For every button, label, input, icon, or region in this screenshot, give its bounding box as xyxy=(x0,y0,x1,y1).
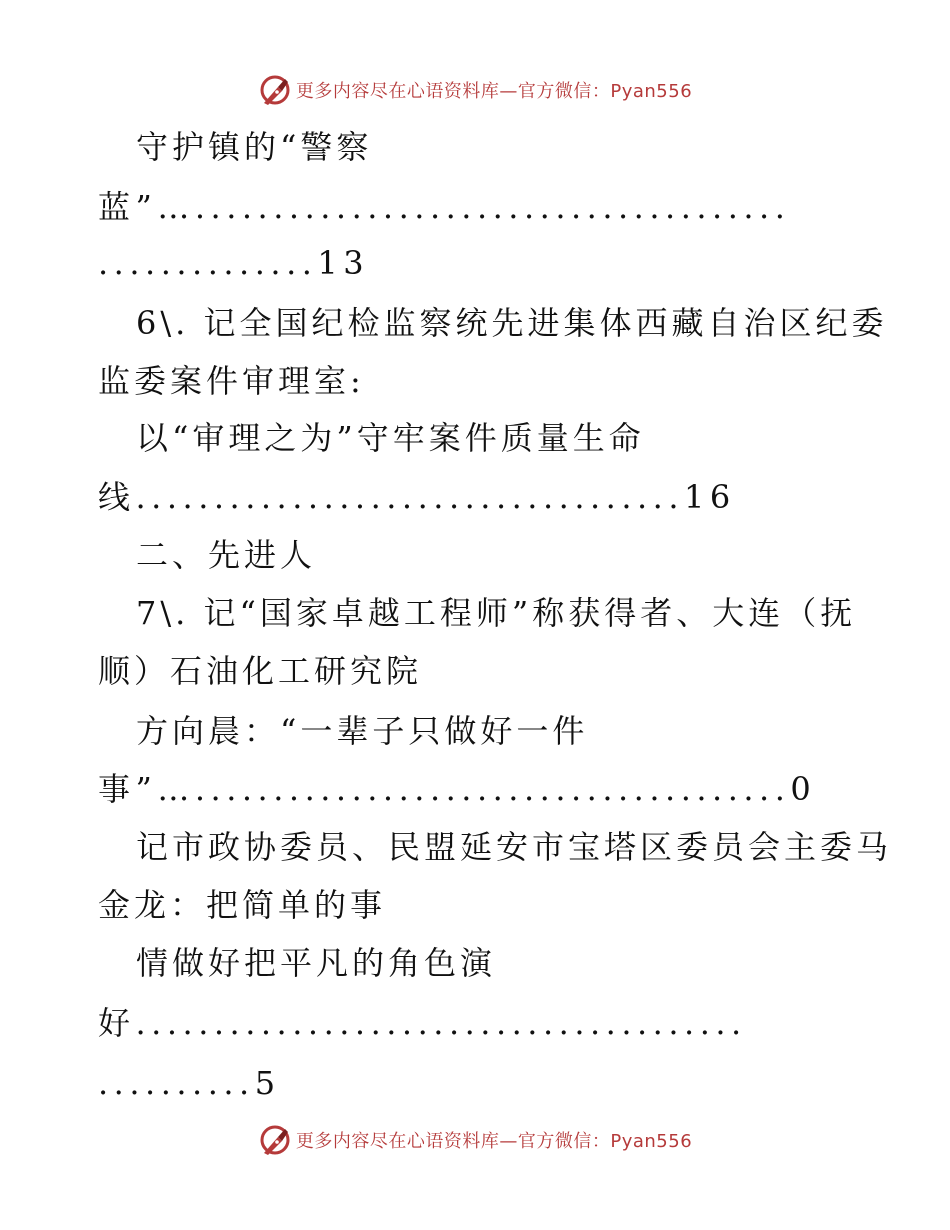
toc-line: 金龙：把简单的事 xyxy=(98,886,387,924)
toc-line: 事”…......................................0 xyxy=(98,770,817,808)
toc-line: 7\. 记“国家卓越工程师”称获得者、大连（抚 xyxy=(136,594,857,632)
toc-line: 以“审理之为”守牢案件质量生命 xyxy=(136,419,645,457)
toc-line: 方向晨：“一辈子只做好一件 xyxy=(136,712,589,750)
footer-watermark-banner xyxy=(0,1120,950,1160)
toc-line: 顺）石油化工研究院 xyxy=(98,652,423,690)
toc-line: 好....................................... xyxy=(98,1004,747,1042)
toc-line: ..........5 xyxy=(98,1064,281,1102)
toc-line: 守护镇的“警察 xyxy=(136,128,373,166)
banner-text: 更多内容尽在心语资料库—官方微信：Pyan556 xyxy=(295,1131,693,1152)
pen-nib-circle-icon xyxy=(258,1123,292,1157)
toc-line: 记市政协委员、民盟延安市宝塔区委员会主委马 xyxy=(136,828,893,866)
toc-line: 二、先进人 xyxy=(136,536,317,574)
toc-line: 监委案件审理室: xyxy=(98,362,365,400)
toc-line: 6\. 记全国纪检监察统先进集体西藏自治区纪委 xyxy=(136,304,888,342)
toc-line: 情做好把平凡的角色演 xyxy=(136,944,497,982)
toc-line: 线...................................16 xyxy=(98,478,736,516)
toc-line: 蓝”…...................................... xyxy=(98,188,791,226)
banner-text: 更多内容尽在心语资料库—官方微信：Pyan556 xyxy=(295,81,693,102)
toc-line: ..............13 xyxy=(98,244,370,282)
